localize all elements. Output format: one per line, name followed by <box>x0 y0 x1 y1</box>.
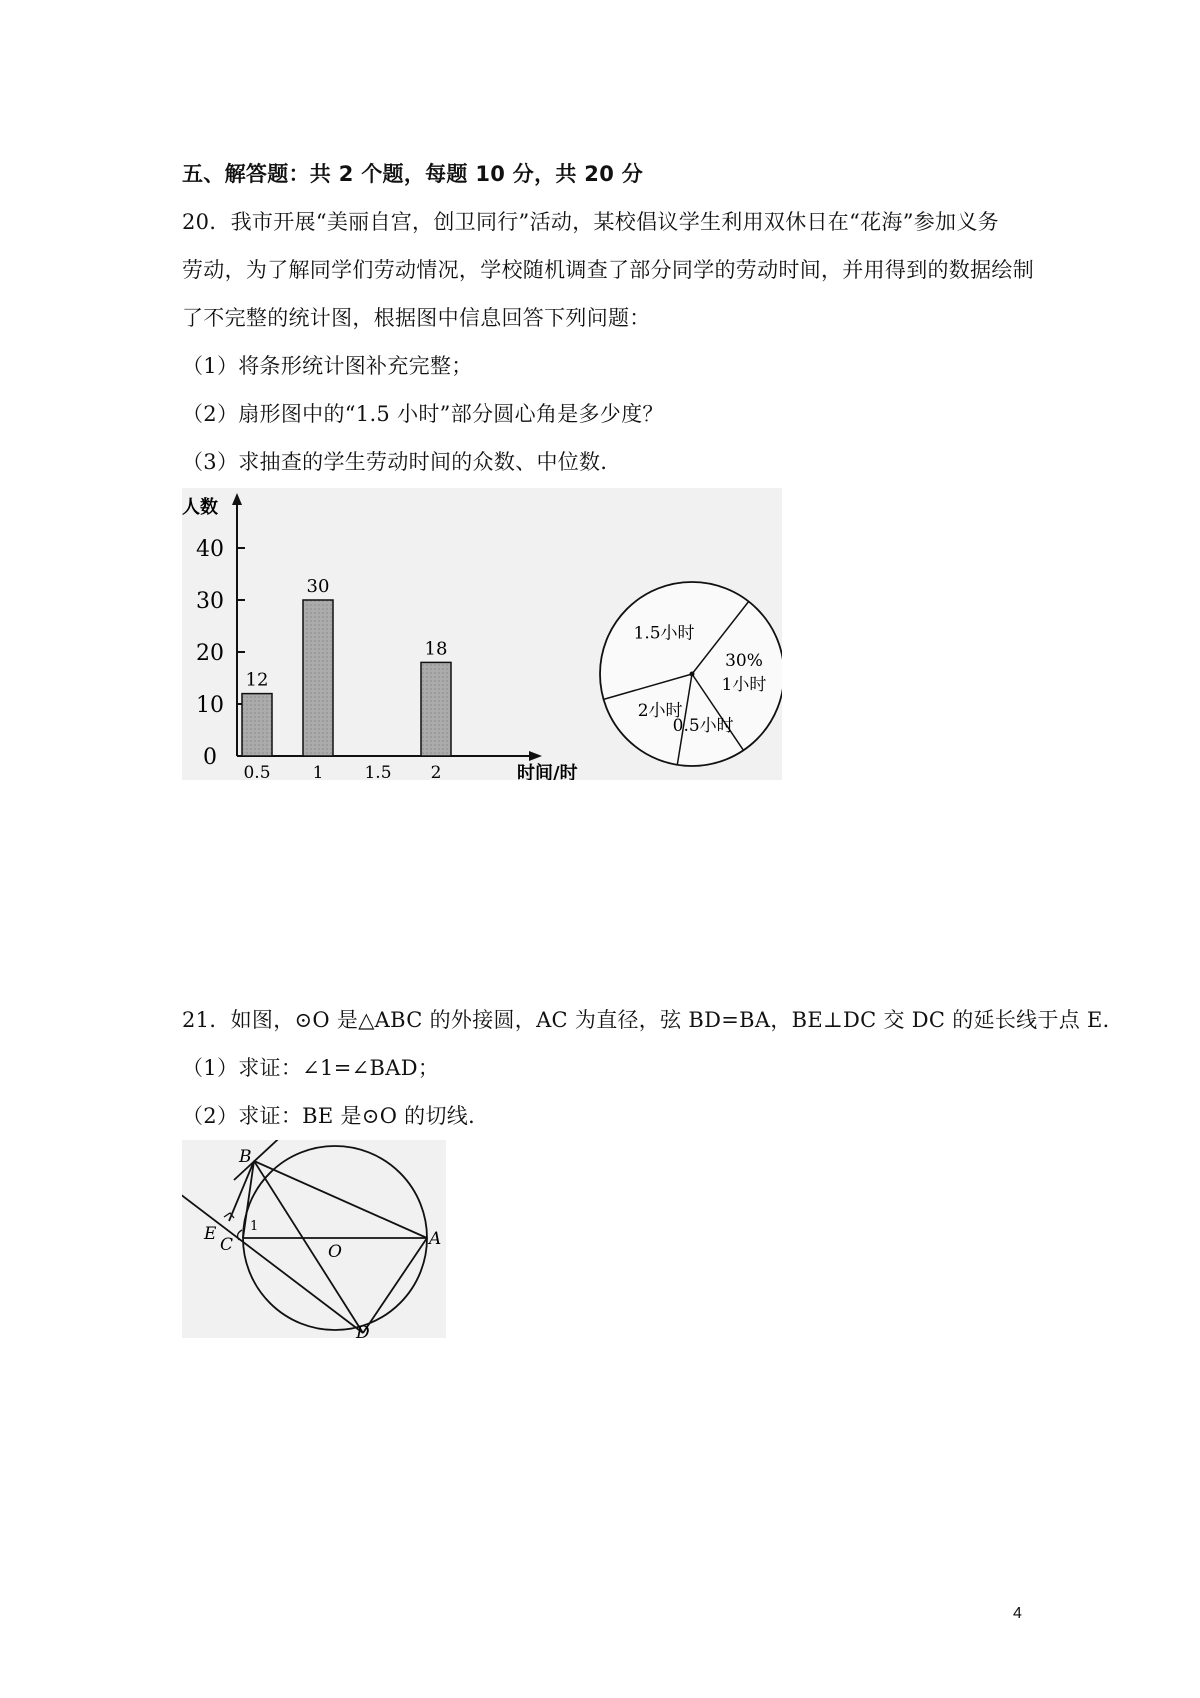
x-axis-label: 时间/时 <box>517 763 578 780</box>
x-tick-label: 0.5 <box>243 763 271 780</box>
x-tick-label: 1.5 <box>364 763 392 780</box>
pie-percent-label: 30% <box>725 650 763 671</box>
point-o-label: O <box>328 1242 342 1262</box>
q20-line1: 20．我市开展“美丽自宫，创卫同行”活动，某校倡议学生利用双休日在“花海”参加义务 <box>182 210 999 234</box>
point-c-label: C <box>220 1235 234 1255</box>
q20-line3: 了不完整的统计图，根据图中信息回答下列问题： <box>182 306 651 330</box>
pie-slice-label: 2小时 <box>637 700 683 721</box>
line-dc-extended <box>182 1194 363 1333</box>
y-tick-label: 20 <box>196 641 224 666</box>
q20-sub1: （1）将条形统计图补充完整； <box>182 354 473 378</box>
y-tick-label: 30 <box>196 589 224 614</box>
pie-slice-label: 1.5小时 <box>633 623 695 644</box>
x-axis-arrow-icon <box>529 751 542 761</box>
geometry-svg <box>182 1140 446 1338</box>
pie-slice-label: 0.5小时 <box>672 715 734 736</box>
x-tick-label: 1 <box>312 763 324 780</box>
q20-line2: 劳动，为了解同学们劳动情况，学校随机调查了部分同学的劳动时间，并用得到的数据绘制 <box>182 258 1034 282</box>
bar-value-label: 18 <box>424 638 448 660</box>
bars <box>242 576 451 756</box>
angle-1-label: 1 <box>250 1219 259 1234</box>
page-number: 4 <box>1013 1605 1022 1622</box>
statistics-figure <box>182 488 782 780</box>
statistics-svg <box>182 488 782 780</box>
segment-ba <box>254 1161 427 1238</box>
point-d-label: D <box>356 1323 370 1338</box>
segment-bd <box>254 1161 363 1333</box>
bar <box>303 600 333 756</box>
point-a-label: A <box>429 1229 442 1249</box>
section-heading: 五、解答题：共 2 个题，每题 10 分，共 20 分 <box>182 162 644 186</box>
y-axis-label: 人数 <box>182 497 218 518</box>
q21-line1: 21．如图，⊙O 是△ABC 的外接圆，AC 为直径，弦 BD=BA，BE⊥DC 交 DC 的延长线于点 E． <box>182 1008 1124 1032</box>
bar-value-label: 12 <box>245 669 269 691</box>
q21-sub1: （1）求证：∠1=∠BAD； <box>182 1056 440 1080</box>
point-e-label: E <box>204 1224 217 1244</box>
x-tick-label: 2 <box>430 763 442 780</box>
geometry-figure <box>182 1140 446 1338</box>
y-axis-arrow-icon <box>232 493 242 505</box>
q20-sub2: （2）扇形图中的“1.5 小时”部分圆心角是多少度？ <box>182 402 664 426</box>
y-tick-label: 0 <box>203 745 217 770</box>
y-tick-label: 40 <box>196 537 224 562</box>
q20-sub3: （3）求抽查的学生劳动时间的众数、中位数． <box>182 450 622 474</box>
pie-chart <box>600 582 782 766</box>
pie-center-dot <box>690 672 695 677</box>
bar <box>421 662 451 756</box>
bar <box>242 694 272 756</box>
y-tick-label: 10 <box>196 693 224 718</box>
point-b-label: B <box>239 1147 252 1167</box>
q21-sub2: （2）求证：BE 是⊙O 的切线． <box>182 1104 490 1128</box>
pie-slice-label: 1小时 <box>721 674 767 695</box>
bar-value-label: 30 <box>306 576 330 597</box>
segment-ad <box>363 1238 427 1333</box>
x-category-labels <box>243 763 441 780</box>
